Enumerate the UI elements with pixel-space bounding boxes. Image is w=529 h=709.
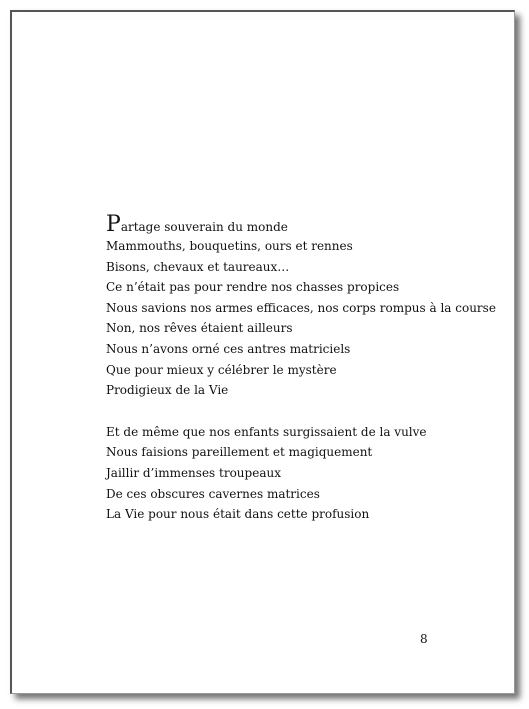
poem-line: Nous faisions pareillement et magiquement: [106, 445, 373, 460]
poem-line: La Vie pour nous était dans cette profusion: [106, 507, 370, 522]
drop-cap: P: [106, 212, 121, 237]
poem-line: Prodigieux de la Vie: [106, 383, 229, 398]
poem-line: [106, 214, 466, 236]
poem-line: Que pour mieux y célébrer le mystère: [106, 362, 337, 377]
poem-line: Ce n’était pas pour rendre nos chasses propices: [106, 280, 400, 295]
stanza-2: [106, 422, 466, 525]
poem: [106, 212, 496, 525]
poem-line: Mammouths, bouquetins, ours et rennes: [106, 239, 353, 253]
poem-line: Et de même que nos enfants surgissaient de la vulve: [106, 424, 427, 439]
poem-line: Non, nos rêves étaient ailleurs: [106, 321, 293, 336]
poem-line: Bisons, chevaux et taureaux…: [106, 259, 290, 274]
stanza-1: [106, 212, 496, 401]
poem-line: Jaillir d’immenses troupeaux: [106, 465, 281, 480]
page-number: 8: [420, 632, 428, 646]
poem-line: De ces obscures cavernes matrices: [106, 486, 320, 501]
poem-line: Nous n’avons orné ces antres matriciels: [106, 341, 351, 356]
poem-line: Nous savions nos armes efficaces, nos corps rompus à la course: [106, 300, 496, 315]
first-line-text: artage souverain du monde: [120, 220, 288, 234]
